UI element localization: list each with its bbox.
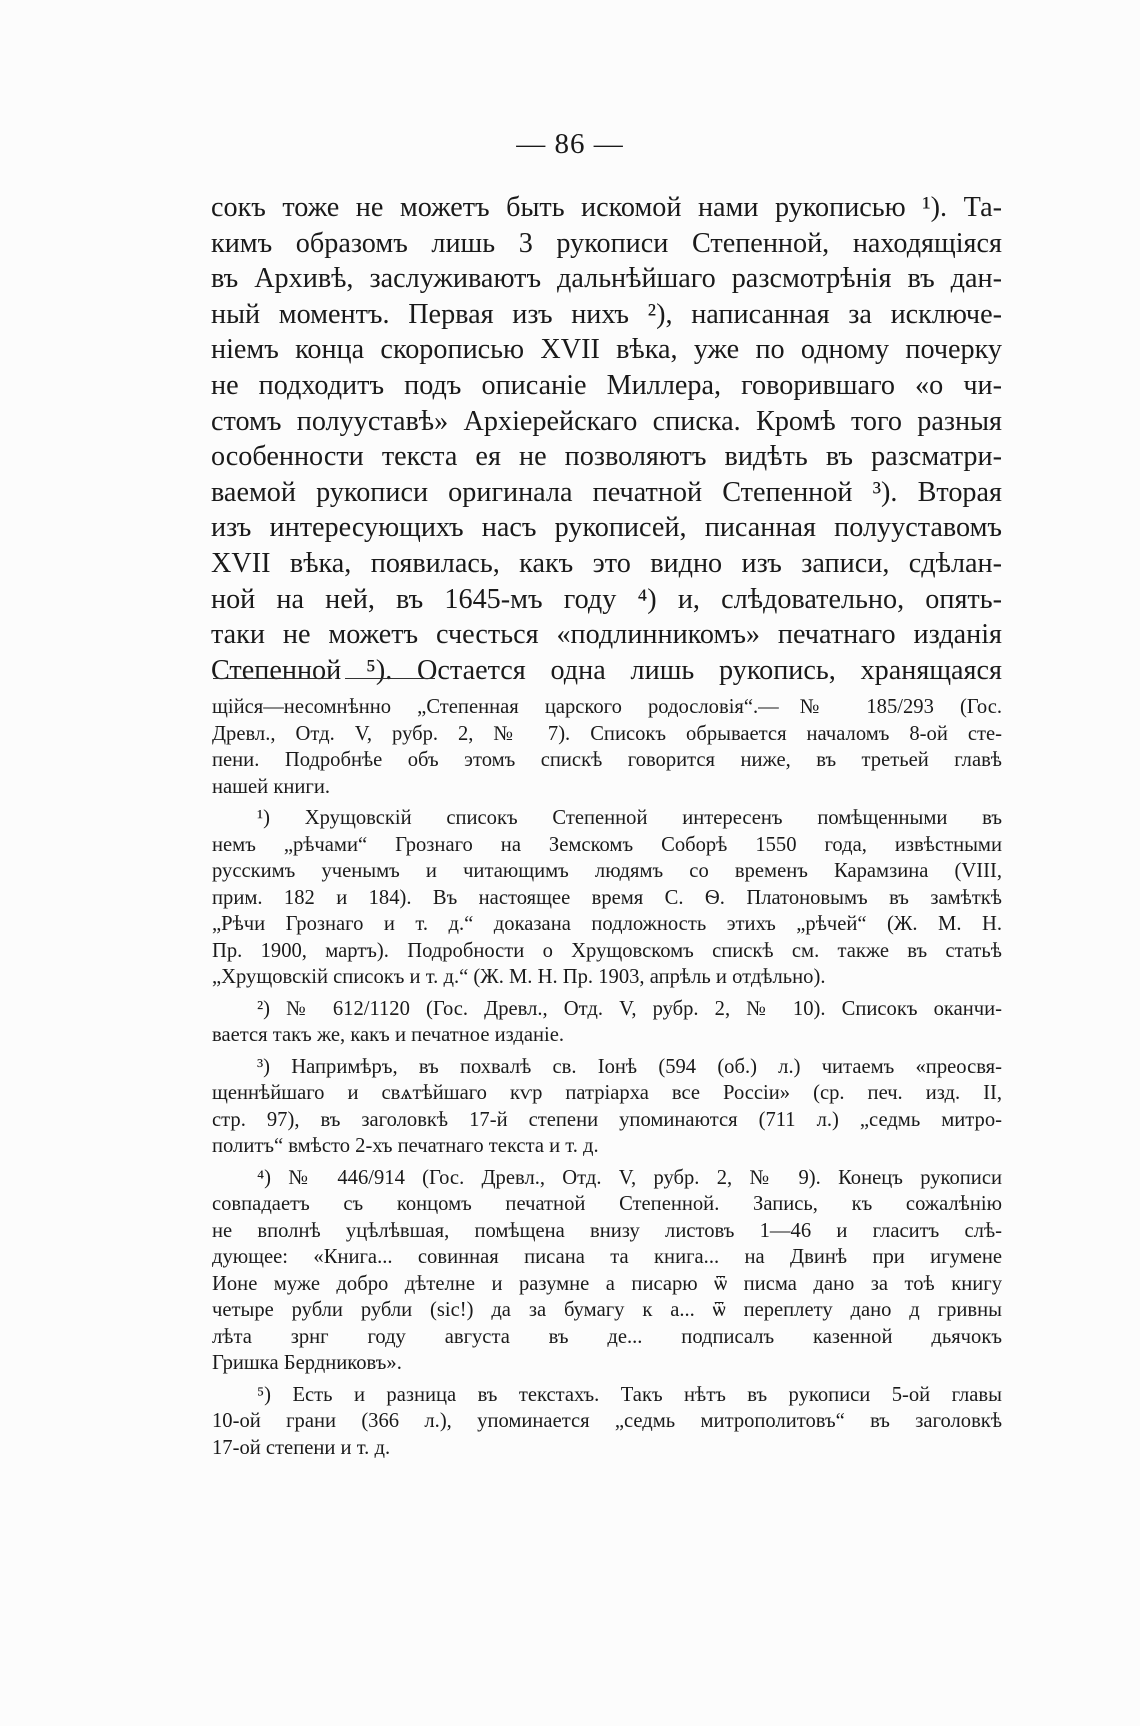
footnote-line: ⁴) № 446/914 (Гос. Древл., Отд. V, рубр. 2, № 9). Конецъ рукописи — [257, 1166, 1002, 1189]
footnote-line: 10-ой грани (366 л.), упоминается „седмь митрополитовъ“ въ заголовкѣ — [212, 1410, 1002, 1432]
page-number: — 86 — — [516, 128, 624, 160]
body-line: ный моментъ. Первая изъ нихъ ²), написанная за исключе- — [211, 298, 1002, 330]
footnote-line: четыре рубли рубли (sic!) да за бумагу к а... ѿ переплету дано д гривны — [212, 1299, 1002, 1321]
body-line: ваемой рукописи оригинала печатной Степенной ³). Вторая — [211, 476, 1002, 508]
body-line: сокъ тоже не можетъ быть искомой нами рукописью ¹). Та- — [211, 192, 1002, 223]
footnote-4 — [212, 1165, 1002, 1377]
footnote-line: ⁵) Есть и разница въ текстахъ. Такъ нѣтъ въ рукописи 5-ой главы — [257, 1383, 1002, 1406]
body-line: ной на ней, въ 1645-мъ году ⁴) и, слѣдовательно, опять- — [211, 583, 1002, 615]
footnote-line: Ионе муже добро дѣтелне и разумне а писарю ѿ писма дано за тоѣ книгу — [212, 1272, 1002, 1295]
footnote-line: не вполнѣ уцѣлѣвшая, помѣщена внизу листовъ 1—46 и гласитъ слѣ- — [212, 1219, 1002, 1242]
footnote-2 — [212, 996, 1002, 1049]
footnote-continuation — [212, 694, 1002, 800]
footnote-line: вается такъ же, какъ и печатное изданіе. — [212, 1024, 565, 1046]
footnote-5 — [212, 1382, 1002, 1462]
footnote-1 — [212, 805, 1002, 991]
body-line: особенности текста ея не позволяютъ видѣть въ разсматри- — [211, 441, 1002, 473]
footnote-line: ²) № 612/1120 (Гос. Древл., Отд. V, рубр. 2, № 10). Списокъ оканчи- — [257, 997, 1002, 1020]
footnote-line: политъ“ вмѣсто 2-хъ печатнаго текста и т. д. — [212, 1135, 599, 1157]
footnote-3 — [212, 1054, 1002, 1160]
footnote-line: дующее: «Книга... совинная писана та книга... на Двинѣ при игумене — [212, 1246, 1002, 1268]
body-line: Степенной ⁵). Остается одна лишь рукопись, хранящаяся — [211, 654, 1002, 686]
body-line: изъ интересующихъ насъ рукописей, писанная полууставомъ — [211, 512, 1002, 544]
footnote-line: нашей книги. — [212, 775, 330, 798]
footnote-rule — [213, 678, 331, 679]
footnote-line: ¹) Хрущовскій списокъ Степенной интересенъ помѣщенными въ — [257, 807, 1002, 829]
footnote-line: щеннѣйшаго и свѧтѣйшаго кѵр патріарха все Россіи» (ср. печ. изд. II, — [212, 1082, 1002, 1104]
footnote-line: Гришка Бердниковъ». — [212, 1352, 402, 1374]
body-line: XVII вѣка, появилась, какъ это видно изъ записи, сдѣлан- — [211, 547, 1002, 579]
footnote-line: лѣта зрнг году августа въ де... подписалъ казенной дьячокъ — [212, 1325, 1002, 1348]
footnote-line: прим. 182 и 184). Въ настоящее время С. Ѳ. Платоновымъ въ замѣткѣ — [212, 886, 1002, 909]
footnote-line: „Рѣчи Грознаго и т. д.“ доказана подложность этихъ „рѣчей“ (Ж. М. Н. — [212, 913, 1002, 935]
footnote-line: 17-ой степени и т. д. — [212, 1436, 391, 1459]
body-line: въ Архивѣ, заслуживаютъ дальнѣйшаго разсмотрѣнія въ дан- — [211, 263, 1002, 295]
footnote-rule — [345, 678, 435, 679]
footnote-line: стр. 97), въ заголовкѣ 17-й степени упоминаются (711 л.) „седмь митро- — [212, 1108, 1002, 1131]
footnote-line: русскимъ ученымъ и читающимъ людямъ со временъ Карамзина (VIII, — [212, 860, 1002, 882]
body-line: ніемъ конца скорописью XVII вѣка, уже по одному почерку — [211, 334, 1002, 366]
body-line: стомъ полууставѣ» Архіерейскаго списка. Кромѣ того разныя — [211, 405, 1002, 437]
footnote-line: немъ „рѣчами“ Грознаго на Земскомъ Соборѣ 1550 года, извѣстными — [212, 833, 1002, 856]
footnote-line: „Хрущовскій списокъ и т. д.“ (Ж. М. Н. Пр. 1903, апрѣль и отдѣльно). — [212, 966, 826, 988]
footnote-line: ³) Напримѣръ, въ похвалѣ св. Іонѣ (594 (об.) л.) читаемъ «преосвя- — [257, 1055, 1002, 1078]
footnote-line: пени. Подробнѣе объ этомъ спискѣ говорится ниже, въ третьей главѣ — [212, 749, 1002, 771]
body-line: не подходитъ подъ описаніе Миллера, говорившаго «о чи- — [211, 369, 1002, 401]
footnote-line: совпадаетъ съ концомъ печатной Степенной. Запись, къ сожалѣнію — [212, 1193, 1002, 1215]
body-paragraph — [211, 190, 1002, 688]
footnote-line: Древл., Отд. V, рубр. 2, № 7). Списокъ обрывается началомъ 8-ой сте- — [212, 722, 1002, 745]
body-line: кимъ образомъ лишь 3 рукописи Степенной, находящіяся — [211, 227, 1002, 259]
footnote-line: Пр. 1900, мартъ). Подробности о Хрущовскомъ спискѣ см. также въ статьѣ — [212, 939, 1002, 962]
footnotes — [212, 694, 1002, 1466]
body-line: таки не можетъ счесться «подлинникомъ» печатнаго изданія — [211, 619, 1002, 651]
footnote-line: щійся—несомнѣнно „Степенная царского родословія“.—№ 185/293 (Гос. — [212, 696, 1002, 718]
